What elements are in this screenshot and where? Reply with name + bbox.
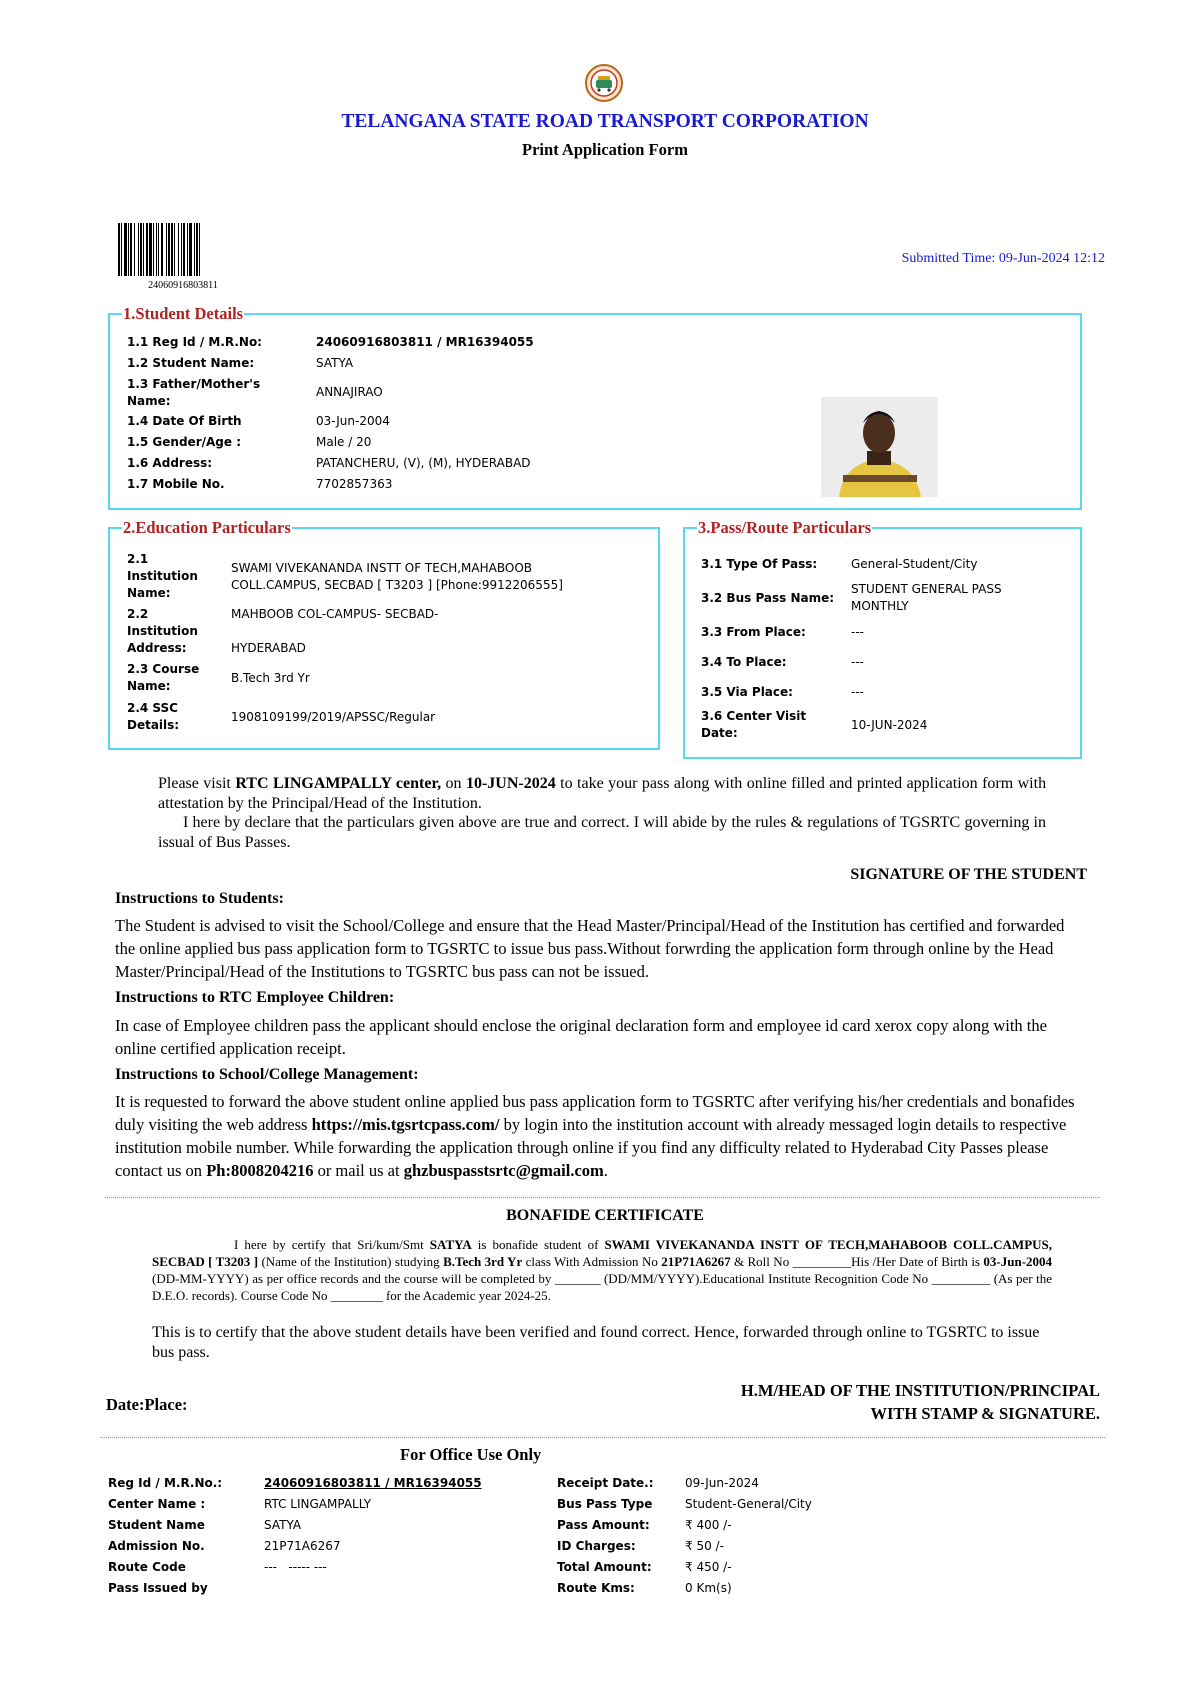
- instructions-employee-text: In case of Employee children pass the applicant should enclose the original declaration form and employee id card xerox copy along with the online certified application receipt.: [115, 1016, 1047, 1058]
- office-label-total: Total Amount:: [557, 1560, 652, 1574]
- mgmt-text-2: by login into the institution account with already messaged login details to respective institution mobile number. While forwarding the application through online if you find any difficulty related to Hyderabad City Passes please contact us on: [115, 1115, 1067, 1180]
- student-details-legend: 1.Student Details: [123, 304, 244, 323]
- office-label-id-charges: ID Charges:: [557, 1539, 636, 1553]
- office-value-student: SATYA: [264, 1518, 302, 1532]
- office-value-route-kms: 0 Km(s): [685, 1581, 732, 1595]
- hm-signature-line-1: H.M/HEAD OF THE INSTITUTION/PRINCIPAL: [740, 1381, 1100, 1400]
- visit-paragraph: [158, 774, 1046, 813]
- bonafide-text-6: (DD-MM-YYYY) as per office records and the course will be completed by _______ (DD/MM/YYYY).Educational Institute Recognition Code No _________ (As per the D.E.O. records). Course Code No ________ for the Academic year 2024-25.: [152, 1271, 1052, 1303]
- student-label-address: 1.6 Address:: [127, 456, 213, 470]
- office-label-pass-amount: Pass Amount:: [557, 1518, 650, 1532]
- bonafide-course: B.Tech 3rd Yr: [443, 1254, 523, 1269]
- office-label-route-kms: Route Kms:: [557, 1581, 635, 1595]
- edu-label-ssc: 2.4 SSC Details:: [127, 701, 180, 732]
- visit-text-2: on: [445, 775, 462, 792]
- barcode-number: 24060916803811: [148, 280, 218, 291]
- office-value-id-charges: ₹ 50 /-: [685, 1539, 724, 1553]
- instructions-employee-heading: Instructions to RTC Employee Children:: [115, 989, 395, 1006]
- visit-text-1: Please visit: [158, 775, 231, 792]
- pass-label-via: 3.5 Via Place:: [701, 685, 793, 699]
- barcode-image: [118, 223, 248, 276]
- office-label-receipt-date: Receipt Date.:: [557, 1476, 654, 1490]
- office-label-student: Student Name: [108, 1518, 205, 1532]
- bonafide-dob: 03-Jun-2004: [983, 1254, 1053, 1269]
- submitted-time: Submitted Time: 09-Jun-2024 12:12: [901, 251, 1105, 266]
- edu-label-address: 2.2 Institution Address:: [127, 607, 198, 655]
- student-label-gender: 1.5 Gender/Age :: [127, 435, 241, 449]
- edu-label-institution: 2.1 Institution Name:: [127, 552, 198, 600]
- student-value-parent: ANNAJIRAO: [316, 385, 383, 399]
- office-value-regid: 24060916803811 / MR16394055: [264, 1476, 482, 1490]
- office-value-center: RTC LINGAMPALLY: [264, 1497, 372, 1511]
- student-value-gender: Male / 20: [316, 435, 372, 449]
- student-value-dob: 03-Jun-2004: [316, 414, 390, 428]
- declaration-text: I here by declare that the particulars given above are true and correct. I will abide by the rules & regulations of TGSRTC governing in issual of Bus Passes.: [158, 814, 1046, 851]
- mgmt-text-3: or mail us at: [317, 1161, 400, 1180]
- student-label-dob: 1.4 Date Of Birth: [127, 414, 242, 428]
- mgmt-text-1: It is requested to forward the above student online applied bus pass application form to TGSRTC after verifying his/her credentials and bonafides duly visiting the web address: [115, 1092, 1075, 1134]
- pass-route-legend: 3.Pass/Route Particulars: [698, 518, 872, 537]
- bonafide-text-1: I here by certify that Sri/kum/Smt: [234, 1237, 424, 1252]
- office-label-issued-by: Pass Issued by: [108, 1581, 208, 1595]
- bonafide-certify-text: This is to certify that the above student details have been verified and found correct. Hence, forwarded through online to TGSRTC to issue bus pass.: [152, 1324, 1040, 1361]
- pass-label-type: 3.1 Type Of Pass:: [701, 557, 818, 571]
- edu-value-course: B.Tech 3rd Yr: [231, 671, 310, 685]
- page-subtitle: Print Application Form: [522, 140, 688, 159]
- student-photo: [821, 397, 938, 497]
- date-place-label: Date:Place:: [106, 1395, 188, 1414]
- student-value-address: PATANCHERU, (V), (M), HYDERABAD: [316, 456, 531, 470]
- tsrtc-logo-icon: [584, 63, 624, 103]
- pass-value-visit-date: 10-JUN-2024: [851, 718, 928, 732]
- edu-label-course: 2.3 Course Name:: [127, 662, 200, 693]
- office-value-receipt-date: 09-Jun-2024: [685, 1476, 759, 1490]
- student-label-regid: 1.1 Reg Id / M.R.No:: [127, 335, 262, 349]
- bonafide-text-2: is bonafide student of: [477, 1237, 599, 1252]
- bonafide-student-name: SATYA: [429, 1237, 472, 1252]
- org-title: TELANGANA STATE ROAD TRANSPORT CORPORATION: [341, 111, 869, 132]
- bonafide-admission: 21P71A6267: [661, 1254, 731, 1269]
- declaration-paragraph: [158, 813, 1046, 852]
- student-label-name: 1.2 Student Name:: [127, 356, 255, 370]
- office-value-admission: 21P71A6267: [264, 1539, 341, 1553]
- student-photo-image: [821, 397, 938, 497]
- student-value-mobile: 7702857363: [316, 477, 393, 491]
- visit-date: 10-JUN-2024: [465, 775, 556, 792]
- divider-1: [105, 1197, 1100, 1198]
- office-value-pass-amount: ₹ 400 /-: [685, 1518, 732, 1532]
- hm-signature-line-2: WITH STAMP & SIGNATURE.: [870, 1404, 1100, 1423]
- divider-2: [100, 1437, 1105, 1438]
- student-label-mobile: 1.7 Mobile No.: [127, 477, 225, 491]
- student-label-parent: 1.3 Father/Mother's Name:: [127, 377, 261, 408]
- visit-text-3: to take your pass along with online filled and printed application form with attestation by the Principal/Head of the Institution.: [158, 775, 1047, 812]
- pass-value-name: STUDENT GENERAL PASS MONTHLY: [851, 582, 1002, 613]
- office-label-regid: Reg Id / M.R.No.:: [108, 1476, 223, 1490]
- office-use-heading: For Office Use Only: [400, 1445, 542, 1464]
- pass-value-to: ---: [851, 655, 864, 669]
- visit-center: RTC LINGAMPALLY center,: [235, 775, 442, 792]
- office-value-total: ₹ 450 /-: [685, 1560, 732, 1574]
- pass-label-to: 3.4 To Place:: [701, 655, 787, 669]
- bonafide-heading: BONAFIDE CERTIFICATE: [506, 1207, 704, 1224]
- edu-value-institution: SWAMI VIVEKANANDA INSTT OF TECH,MAHABOOB COLL.CAMPUS, SECBAD [ T3203 ] [Phone:9912206555]: [231, 561, 563, 592]
- pass-label-visit-date: 3.6 Center Visit Date:: [701, 709, 807, 740]
- student-value-regid: 24060916803811 / MR16394055: [316, 335, 534, 349]
- instructions-mgmt-heading: Instructions to School/College Management:: [115, 1066, 419, 1083]
- edu-value-address-1: MAHBOOB COL-CAMPUS- SECBAD-: [231, 607, 439, 621]
- instructions-mgmt-paragraph: [115, 1090, 1090, 1182]
- instructions-students-text: The Student is advised to visit the School/College and ensure that the Head Master/Principal/Head of the Institution has certified and forwarded the online applied bus pass application form to TGSRTC to issue bus pass.Without forwrding the application form through online by the Head Master/Principal/Head of the Institutions to TGSRTC bus pass can not be issued.: [115, 916, 1065, 981]
- bonafide-paragraph: [152, 1236, 1052, 1304]
- bonafide-institution: SWAMI VIVEKANANDA INSTT OF TECH,MAHABOOB COLL.CAMPUS, SECBAD [ T3203 ]: [152, 1237, 1053, 1269]
- mgmt-url-link[interactable]: https://mis.tgsrtcpass.com/: [311, 1115, 500, 1134]
- bonafide-text-5: & Roll No _________His /Her Date of Birth is: [734, 1254, 980, 1269]
- education-legend: 2.Education Particulars: [123, 518, 291, 537]
- mgmt-email-link[interactable]: ghzbuspasstsrtc@gmail.com: [403, 1161, 604, 1180]
- edu-value-address-2: HYDERABAD: [231, 641, 306, 655]
- student-value-name: SATYA: [316, 356, 354, 370]
- edu-value-ssc: 1908109199/2019/APSSC/Regular: [231, 710, 436, 724]
- office-label-center: Center Name :: [108, 1497, 206, 1511]
- office-value-route: --- ----- ---: [264, 1560, 327, 1574]
- office-value-pass-type: Student-General/City: [685, 1497, 812, 1511]
- office-label-pass-type: Bus Pass Type: [557, 1497, 653, 1511]
- office-label-route: Route Code: [108, 1560, 186, 1574]
- pass-label-name: 3.2 Bus Pass Name:: [701, 591, 835, 605]
- pass-value-via: ---: [851, 685, 864, 699]
- mgmt-phone: Ph:8008204216: [206, 1161, 314, 1180]
- pass-value-from: ---: [851, 625, 864, 639]
- pass-value-type: General-Student/City: [851, 557, 978, 571]
- bonafide-text-3: (Name of the Institution) studying: [261, 1254, 440, 1269]
- pass-label-from: 3.3 From Place:: [701, 625, 806, 639]
- student-signature-label: SIGNATURE OF THE STUDENT: [850, 866, 1087, 883]
- office-label-admission: Admission No.: [108, 1539, 205, 1553]
- bonafide-text-4: class With Admission No: [525, 1254, 658, 1269]
- mgmt-text-end: .: [603, 1161, 608, 1180]
- instructions-students-heading: Instructions to Students:: [115, 890, 284, 907]
